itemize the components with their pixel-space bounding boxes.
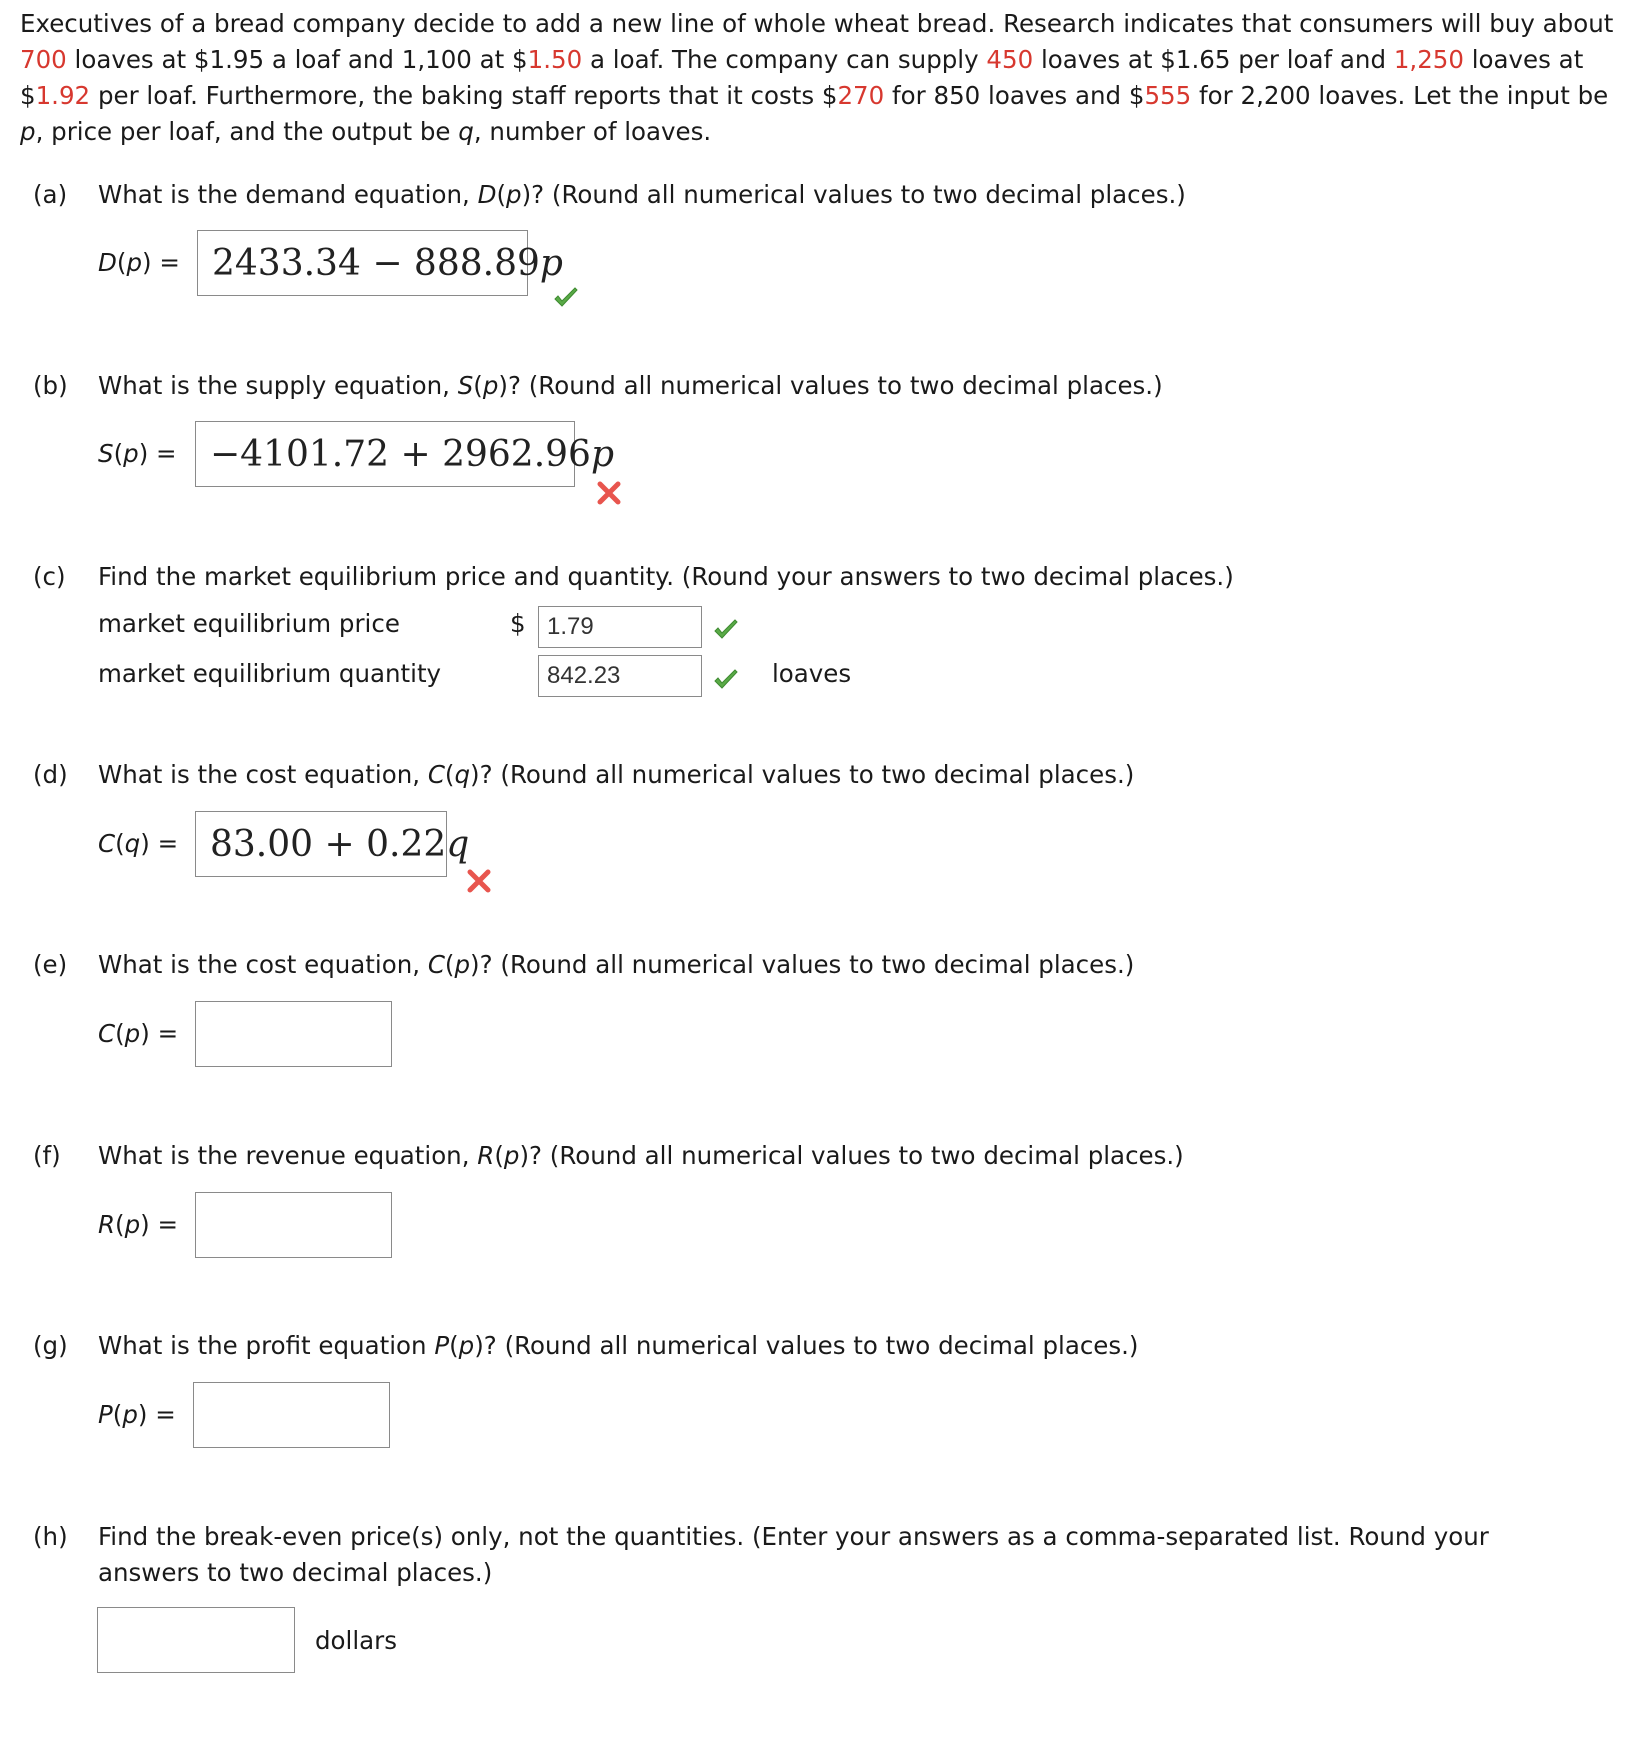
function-name: D [98,248,117,277]
check-icon [713,619,739,641]
question-text: What is the supply equation, [98,371,458,400]
function-arg: p [122,1400,138,1429]
question-hint: ? (Round all numerical values to two decimal places.) [531,180,1186,209]
supply-answer-box[interactable] [195,421,614,487]
equilibrium-quantity-label: market equilibrium quantity [98,659,442,688]
highlight-number: 555 [1144,81,1192,110]
question-c [33,559,1593,595]
question-hint: ? (Round all numerical values to two decimal places.) [479,950,1135,979]
function-name: D [477,180,497,209]
function-arg: p [124,1210,141,1239]
variable-p: p [20,117,36,146]
question-f: (f) What is the revenue equation, R(p)? (Round all numerical values to two decimal places.) [33,1138,1593,1174]
check-icon [553,287,579,309]
intro-text: , number of loaves. [473,117,712,146]
function-name: C [427,760,445,789]
question-text: Find the break-even price(s) only, not the quantities. (Enter your answers as a comma-separated list. Round your answers to two decimal places.) [98,1522,1489,1587]
equation-label-e: C(p) = [98,1019,179,1048]
profit-answer-box[interactable] [193,1382,390,1448]
answer-variable: p [539,242,563,284]
function-name: C [98,829,116,858]
question-text: What is the demand equation, [98,180,478,209]
equation-label-f: R(p) = [98,1210,179,1239]
answer-expression: 83.00 + 0.22 [210,823,447,865]
x-icon [466,868,492,894]
problem-statement [20,6,1620,150]
intro-text: a loaf. The company can supply [582,45,987,74]
function-name: R [98,1210,116,1239]
part-label: (e) [33,950,68,979]
question-text: What is the cost equation, [98,760,428,789]
equilibrium-price-input[interactable] [538,606,702,648]
function-arg: p [458,1331,475,1360]
question-text: Find the market equilibrium price and quantity. (Round your answers to two decimal places.) [98,562,1234,591]
function-arg: p [123,439,139,468]
x-icon [596,480,622,506]
question-g: (g) What is the profit equation P(p)? (Round all numerical values to two decimal places.) [33,1328,1593,1364]
intro-text: Executives of a bread company decide to add a new line of whole wheat bread. Research indicates that consumers will buy about [20,9,1614,38]
function-arg: q [124,829,141,858]
function-arg: p [126,248,142,277]
function-name: S [98,439,114,468]
part-label: (a) [33,180,68,209]
break-even-answer-box[interactable] [97,1607,295,1673]
question-text: What is the revenue equation, [98,1141,478,1170]
highlight-number: 1,250 [1393,45,1464,74]
equation-label-a: D(p) = [98,248,180,277]
intro-text: loaves at $1.65 per loaf and [1033,45,1394,74]
question-text: What is the profit equation [98,1331,435,1360]
equation-label-d: C(q) = [98,829,179,858]
equation-label-b: S(p) = [98,439,177,468]
part-label: (h) [33,1522,68,1551]
cost-q-answer-box[interactable] [195,811,470,877]
question-h [33,1519,1593,1591]
function-arg: q [454,760,471,789]
intro-text: per loaf. Furthermore, the baking staff reports that it costs $ [90,81,838,110]
answer-expression: −4101.72 + 2962.96 [210,433,591,475]
highlight-number: 1.92 [35,81,91,110]
function-name: P [98,1400,113,1429]
function-name: P [434,1331,450,1360]
highlight-number: 270 [837,81,885,110]
highlight-number: 450 [986,45,1034,74]
part-label: (b) [33,371,68,400]
quantity-unit: loaves [772,659,852,688]
currency-symbol: $ [510,609,526,638]
question-hint: ? (Round all numerical values to two decimal places.) [483,1331,1139,1360]
function-name: C [98,1019,116,1048]
equation-label-g: P(p) = [98,1400,176,1429]
answer-variable: p [590,433,614,475]
function-arg: p [503,1141,520,1170]
highlight-number: 1.50 [527,45,583,74]
equilibrium-price-label: market equilibrium price [98,609,400,638]
highlight-number: 700 [20,45,67,74]
check-icon [713,669,739,691]
intro-text: , price per loaf, and the output be [35,117,459,146]
question-b: (b) What is the supply equation, S(p)? (Round all numerical values to two decimal places.) [33,368,1593,404]
part-label: (f) [33,1141,61,1170]
cost-p-answer-box[interactable] [195,1001,392,1067]
intro-text: for 850 loaves and $ [884,81,1145,110]
function-name: S [457,371,474,400]
break-even-unit: dollars [315,1626,398,1655]
function-arg: p [454,950,471,979]
function-name: R [477,1141,495,1170]
question-a: (a) What is the demand equation, D(p)? (Round all numerical values to two decimal places.) [33,177,1593,213]
question-e: (e) What is the cost equation, C(p)? (Round all numerical values to two decimal places.) [33,947,1593,983]
question-hint: ? (Round all numerical values to two decimal places.) [529,1141,1184,1170]
function-arg: p [506,180,522,209]
demand-answer-box[interactable] [197,230,563,296]
question-hint: ? (Round all numerical values to two decimal places.) [479,760,1135,789]
variable-q: q [458,117,474,146]
question-d: (d) What is the cost equation, C(q)? (Round all numerical values to two decimal places.) [33,757,1593,793]
intro-text: loaves at $ [20,45,1584,110]
function-arg: p [482,371,499,400]
equilibrium-quantity-input[interactable] [538,655,702,697]
question-text: What is the cost equation, [98,950,428,979]
part-label: (d) [33,760,68,789]
function-name: C [427,950,445,979]
revenue-answer-box[interactable] [195,1192,392,1258]
answer-variable: q [446,823,470,865]
intro-text: for 2,200 loaves. Let the input be [1191,81,1609,110]
part-label: (c) [33,562,66,591]
question-hint: ? (Round all numerical values to two decimal places.) [507,371,1163,400]
intro-text: loaves at $1.95 a loaf and 1,100 at $ [66,45,528,74]
answer-expression: 2433.34 − 888.89 [212,242,540,284]
part-label: (g) [33,1331,68,1360]
function-arg: p [124,1019,141,1048]
